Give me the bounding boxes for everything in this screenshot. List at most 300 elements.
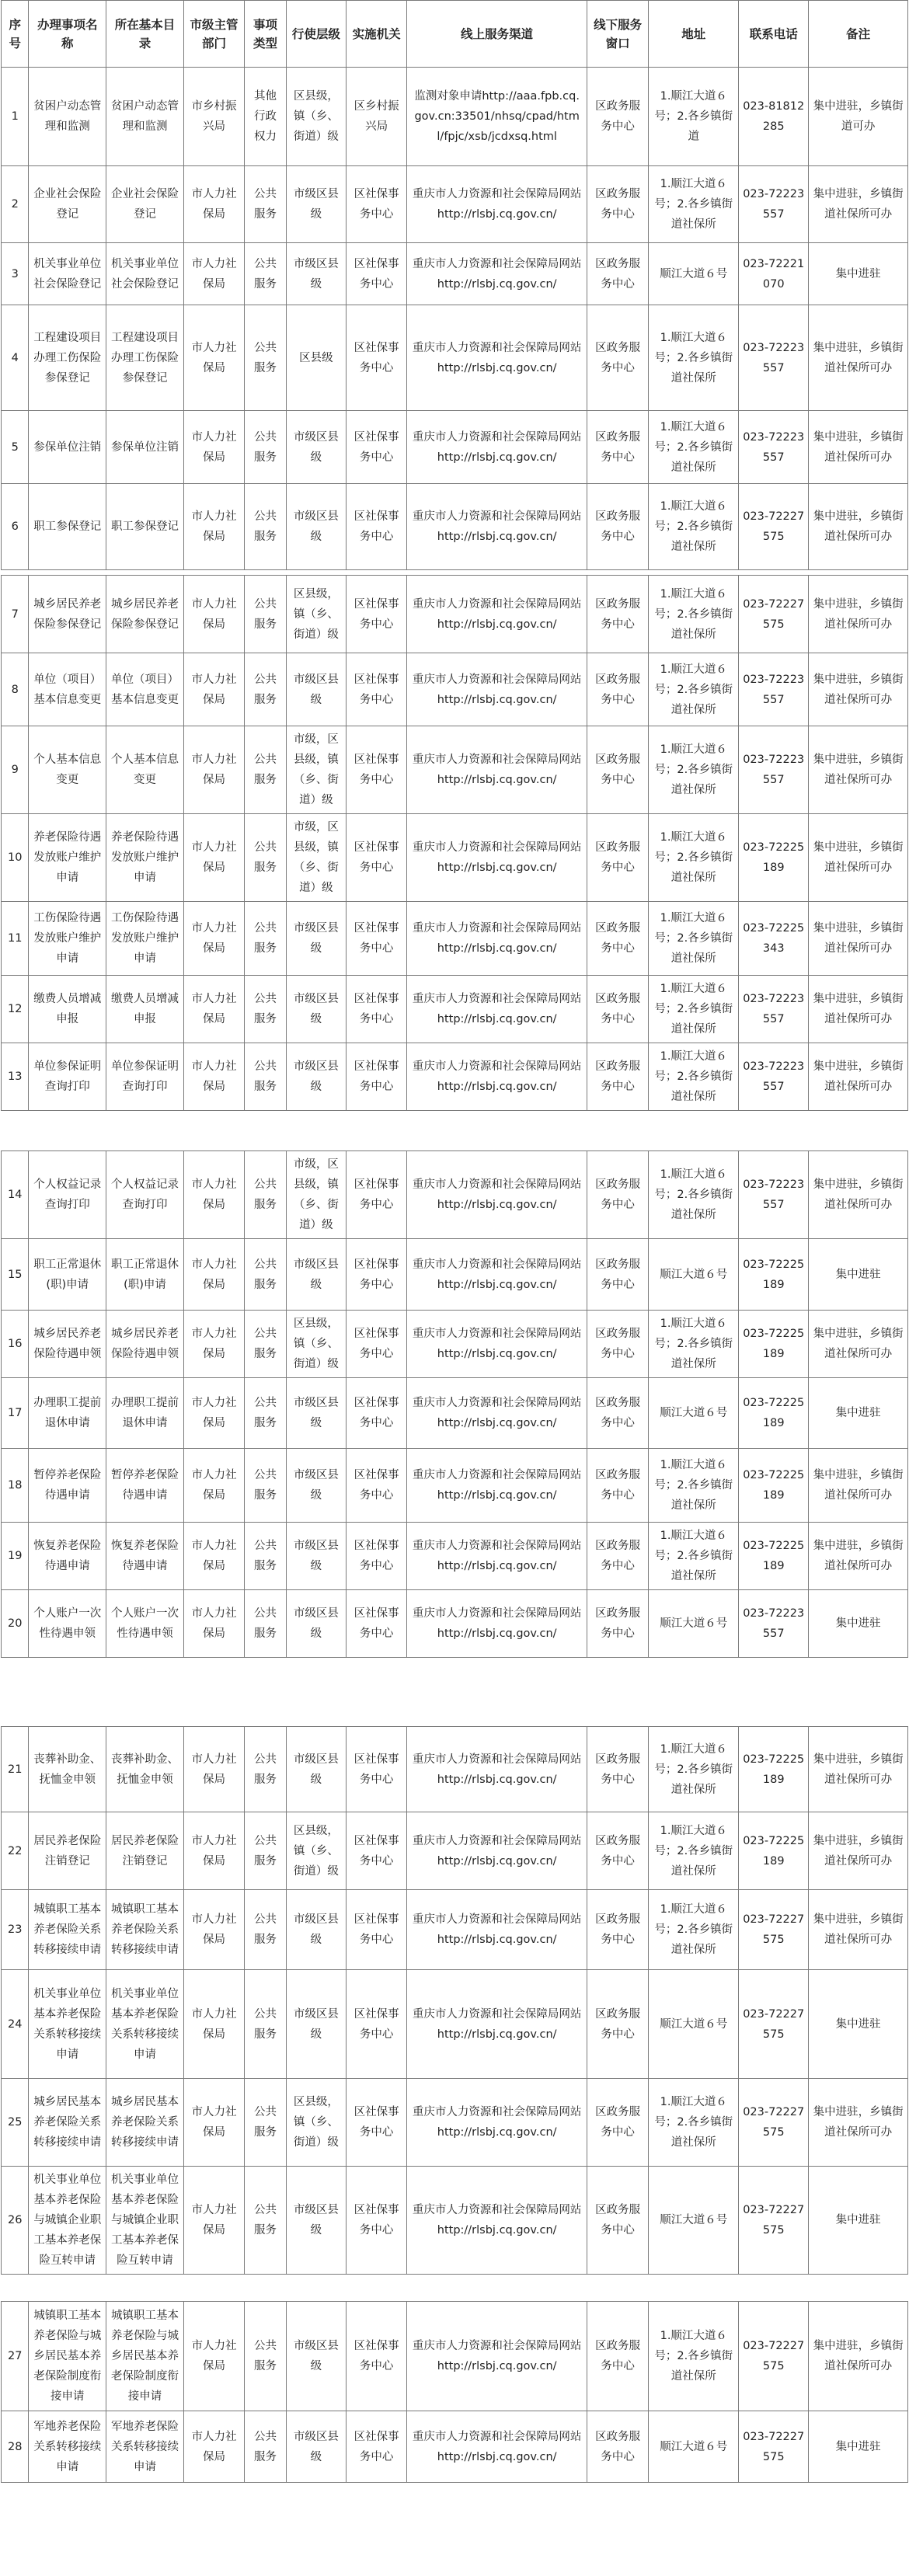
- cell-note: 集中进驻: [809, 1239, 908, 1311]
- cell-name: 职工参保登记: [29, 484, 106, 570]
- cell-online[interactable]: 重庆市人力资源和社会保障局网站 http://rlsbj.cq.gov.cn/: [407, 166, 587, 243]
- cell-name: 机关事业单位基本养老保险关系转移接续申请: [29, 1970, 106, 2079]
- cell-online[interactable]: 重庆市人力资源和社会保障局网站 http://rlsbj.cq.gov.cn/: [407, 976, 587, 1043]
- cell-agency: 区社保事务中心: [347, 902, 407, 976]
- cell-note: 集中进驻，乡镇街道社保所可办: [809, 1311, 908, 1378]
- cell-agency: 区社保事务中心: [347, 814, 407, 902]
- cell-type: 公共服务: [245, 814, 287, 902]
- cell-agency: 区社保事务中心: [347, 576, 407, 653]
- cell-catalog: 个人账户一次性待遇申领: [106, 1590, 184, 1658]
- table-row: [2, 1812, 908, 1890]
- cell-note: 集中进驻，乡镇街道社保所可办: [809, 2079, 908, 2167]
- cell-agency: 区社保事务中心: [347, 1043, 407, 1111]
- column-header-type: 事项类型: [245, 1, 287, 68]
- cell-agency: 区社保事务中心: [347, 2411, 407, 2483]
- cell-type: 公共服务: [245, 1378, 287, 1449]
- cell-seq: 23: [2, 1890, 29, 1970]
- cell-dept: 市人力社保局: [183, 166, 244, 243]
- cell-dept: 市乡村振兴局: [183, 68, 244, 166]
- cell-window: 区政务服务中心: [587, 1727, 649, 1812]
- cell-online[interactable]: 重庆市人力资源和社会保障局网站 http://rlsbj.cq.gov.cn/: [407, 243, 587, 305]
- table-row: [2, 1311, 908, 1378]
- cell-note: 集中进驻: [809, 243, 908, 305]
- cell-address: 1.顺江大道６号；2.各乡镇街道社保所: [649, 1311, 739, 1378]
- cell-phone: 023-72223557: [739, 1151, 809, 1239]
- cell-dept: 市人力社保局: [183, 484, 244, 570]
- cell-online[interactable]: 重庆市人力资源和社会保障局网站 http://rlsbj.cq.gov.cn/: [407, 1043, 587, 1111]
- cell-catalog: 城乡居民基本养老保险关系转移接续申请: [106, 2079, 184, 2167]
- cell-phone: 023-72223557: [739, 305, 809, 411]
- cell-catalog: 恢复养老保险待遇申请: [106, 1523, 184, 1590]
- cell-agency: 区社保事务中心: [347, 1378, 407, 1449]
- cell-address: 1.顺江大道６号；2.各乡镇街道社保所: [649, 411, 739, 484]
- cell-level: 市级区县级: [286, 2411, 346, 2483]
- cell-window: 区政务服务中心: [587, 1590, 649, 1658]
- cell-online[interactable]: 重庆市人力资源和社会保障局网站 http://rlsbj.cq.gov.cn/: [407, 411, 587, 484]
- cell-note: 集中进驻，乡镇街道社保所可办: [809, 1523, 908, 1590]
- cell-catalog: 工程建设项目办理工伤保险参保登记: [106, 305, 184, 411]
- cell-online[interactable]: 重庆市人力资源和社会保障局网站 http://rlsbj.cq.gov.cn/: [407, 1239, 587, 1311]
- cell-online[interactable]: 重庆市人力资源和社会保障局网站 http://rlsbj.cq.gov.cn/: [407, 653, 587, 726]
- cell-seq: 28: [2, 2411, 29, 2483]
- cell-dept: 市人力社保局: [183, 902, 244, 976]
- cell-seq: 15: [2, 1239, 29, 1311]
- cell-note: 集中进驻: [809, 2411, 908, 2483]
- cell-note: 集中进驻，乡镇街道社保所可办: [809, 411, 908, 484]
- table-row: [2, 1970, 908, 2079]
- cell-phone: 023-72225189: [739, 1449, 809, 1523]
- cell-catalog: 单位（项目）基本信息变更: [106, 653, 184, 726]
- cell-agency: 区社保事务中心: [347, 2167, 407, 2275]
- cell-name: 城乡居民养老保险参保登记: [29, 576, 106, 653]
- table-row: [2, 484, 908, 570]
- table-row: [2, 1890, 908, 1970]
- cell-name: 城镇职工基本养老保险与城乡居民基本养老保险制度衔接申请: [29, 2302, 106, 2411]
- cell-address: 1.顺江大道６号；2.各乡镇街道社保所: [649, 653, 739, 726]
- table-row: [2, 1449, 908, 1523]
- cell-agency: 区社保事务中心: [347, 1890, 407, 1970]
- table-row: [2, 1239, 908, 1311]
- cell-note: 集中进驻，乡镇街道社保所可办: [809, 1043, 908, 1111]
- table-row: [2, 653, 908, 726]
- cell-seq: 27: [2, 2302, 29, 2411]
- cell-note: 集中进驻: [809, 1970, 908, 2079]
- cell-dept: 市人力社保局: [183, 1890, 244, 1970]
- cell-level: 市级区县级: [286, 902, 346, 976]
- cell-level: 区县级，镇（乡、街道）级: [286, 576, 346, 653]
- cell-level: 区县级: [286, 305, 346, 411]
- cell-dept: 市人力社保局: [183, 305, 244, 411]
- cell-agency: 区社保事务中心: [347, 411, 407, 484]
- cell-seq: 10: [2, 814, 29, 902]
- cell-catalog: 个人权益记录查询打印: [106, 1151, 184, 1239]
- cell-seq: 13: [2, 1043, 29, 1111]
- cell-agency: 区社保事务中心: [347, 1727, 407, 1812]
- cell-phone: 023-72227575: [739, 2079, 809, 2167]
- cell-seq: 21: [2, 1727, 29, 1812]
- cell-level: 区县级，镇（乡、街道）级: [286, 1311, 346, 1378]
- cell-online[interactable]: 监测对象申请http://aaa.fpb.cq.gov.cn:33501/nhsq/cpad/html/fpjc/xsb/jcdxsq.html: [407, 68, 587, 166]
- cell-note: 集中进驻: [809, 1378, 908, 1449]
- cell-catalog: 机关事业单位社会保险登记: [106, 243, 184, 305]
- cell-dept: 市人力社保局: [183, 243, 244, 305]
- cell-phone: 023-72221070: [739, 243, 809, 305]
- table-row: [2, 1151, 908, 1239]
- table-row: [2, 902, 908, 976]
- cell-level: 市级区县级: [286, 484, 346, 570]
- table-row: [2, 1590, 908, 1658]
- cell-address: 1.顺江大道６号；2.各乡镇街道社保所: [649, 576, 739, 653]
- cell-catalog: 机关事业单位基本养老保险关系转移接续申请: [106, 1970, 184, 2079]
- cell-window: 区政务服务中心: [587, 1523, 649, 1590]
- cell-phone: 023-72225189: [739, 814, 809, 902]
- cell-catalog: 职工参保登记: [106, 484, 184, 570]
- cell-type: 公共服务: [245, 1812, 287, 1890]
- column-header-note: 备注: [809, 1, 908, 68]
- cell-name: 贫困户动态管理和监测: [29, 68, 106, 166]
- cell-dept: 市人力社保局: [183, 976, 244, 1043]
- cell-note: 集中进驻，乡镇街道社保所可办: [809, 976, 908, 1043]
- cell-dept: 市人力社保局: [183, 1239, 244, 1311]
- cell-window: 区政务服务中心: [587, 653, 649, 726]
- cell-dept: 市人力社保局: [183, 576, 244, 653]
- cell-note: 集中进驻，乡镇街道社保所可办: [809, 1151, 908, 1239]
- cell-catalog: 个人基本信息变更: [106, 726, 184, 814]
- cell-type: 公共服务: [245, 1239, 287, 1311]
- cell-phone: 023-72223557: [739, 726, 809, 814]
- cell-window: 区政务服务中心: [587, 902, 649, 976]
- cell-note: 集中进驻，乡镇街道社保所可办: [809, 305, 908, 411]
- cell-window: 区政务服务中心: [587, 814, 649, 902]
- cell-agency: 区社保事务中心: [347, 1151, 407, 1239]
- cell-address: 1.顺江大道６号；2.各乡镇街道社保所: [649, 976, 739, 1043]
- cell-agency: 区社保事务中心: [347, 976, 407, 1043]
- cell-note: 集中进驻，乡镇街道社保所可办: [809, 814, 908, 902]
- cell-address: 1.顺江大道６号；2.各乡镇街道社保所: [649, 2079, 739, 2167]
- cell-dept: 市人力社保局: [183, 1043, 244, 1111]
- cell-level: 区县级，镇（乡、街道）级: [286, 1812, 346, 1890]
- cell-dept: 市人力社保局: [183, 2167, 244, 2275]
- cell-type: 公共服务: [245, 902, 287, 976]
- cell-type: 公共服务: [245, 2302, 287, 2411]
- cell-window: 区政务服务中心: [587, 2079, 649, 2167]
- cell-online[interactable]: 重庆市人力资源和社会保障局网站 http://rlsbj.cq.gov.cn/: [407, 2411, 587, 2483]
- cell-catalog: 机关事业单位基本养老保险与城镇企业职工基本养老保险互转申请: [106, 2167, 184, 2275]
- cell-address: 1.顺江大道６号；2.各乡镇街道社保所: [649, 2302, 739, 2411]
- cell-level: 市级区县级: [286, 166, 346, 243]
- cell-address: 顺江大道６号: [649, 243, 739, 305]
- cell-online[interactable]: 重庆市人力资源和社会保障局网站 http://rlsbj.cq.gov.cn/: [407, 305, 587, 411]
- cell-type: 公共服务: [245, 166, 287, 243]
- cell-address: 1.顺江大道６号；2.各乡镇街道: [649, 68, 739, 166]
- cell-window: 区政务服务中心: [587, 726, 649, 814]
- cell-online[interactable]: 重庆市人力资源和社会保障局网站 http://rlsbj.cq.gov.cn/: [407, 1890, 587, 1970]
- cell-address: 顺江大道６号: [649, 2411, 739, 2483]
- cell-phone: 023-72223557: [739, 976, 809, 1043]
- cell-online[interactable]: 重庆市人力资源和社会保障局网站 http://rlsbj.cq.gov.cn/: [407, 576, 587, 653]
- cell-address: 1.顺江大道６号；2.各乡镇街道社保所: [649, 1727, 739, 1812]
- cell-seq: 25: [2, 2079, 29, 2167]
- cell-type: 公共服务: [245, 1523, 287, 1590]
- cell-type: 公共服务: [245, 1590, 287, 1658]
- cell-online[interactable]: 重庆市人力资源和社会保障局网站 http://rlsbj.cq.gov.cn/: [407, 1727, 587, 1812]
- cell-window: 区政务服务中心: [587, 1449, 649, 1523]
- cell-address: 1.顺江大道６号；2.各乡镇街道社保所: [649, 1151, 739, 1239]
- cell-agency: 区社保事务中心: [347, 2302, 407, 2411]
- cell-online[interactable]: 重庆市人力资源和社会保障局网站 http://rlsbj.cq.gov.cn/: [407, 1378, 587, 1449]
- column-header-seq: 序号: [2, 1, 29, 68]
- cell-level: 市级区县级: [286, 1523, 346, 1590]
- cell-phone: 023-81812285: [739, 68, 809, 166]
- cell-phone: 023-72225343: [739, 902, 809, 976]
- cell-level: 市级区县级: [286, 411, 346, 484]
- cell-name: 机关事业单位社会保险登记: [29, 243, 106, 305]
- cell-name: 缴费人员增减申报: [29, 976, 106, 1043]
- cell-address: 1.顺江大道６号；2.各乡镇街道社保所: [649, 1812, 739, 1890]
- cell-level: 市级，区县级，镇（乡、街道）级: [286, 1151, 346, 1239]
- cell-phone: 023-72225189: [739, 1311, 809, 1378]
- cell-name: 职工正常退休(职)申请: [29, 1239, 106, 1311]
- cell-window: 区政务服务中心: [587, 1970, 649, 2079]
- cell-address: 1.顺江大道６号；2.各乡镇街道社保所: [649, 1043, 739, 1111]
- cell-window: 区政务服务中心: [587, 1043, 649, 1111]
- table-segment: [1, 575, 908, 1111]
- cell-window: 区政务服务中心: [587, 2411, 649, 2483]
- cell-online[interactable]: 重庆市人力资源和社会保障局网站 http://rlsbj.cq.gov.cn/: [407, 1590, 587, 1658]
- cell-agency: 区社保事务中心: [347, 243, 407, 305]
- cell-type: 公共服务: [245, 576, 287, 653]
- cell-level: 市级区县级: [286, 2302, 346, 2411]
- cell-agency: 区社保事务中心: [347, 305, 407, 411]
- cell-phone: 023-72225189: [739, 1523, 809, 1590]
- cell-seq: 3: [2, 243, 29, 305]
- cell-type: 公共服务: [245, 1151, 287, 1239]
- cell-name: 城乡居民养老保险待遇申领: [29, 1311, 106, 1378]
- cell-name: 企业社会保险登记: [29, 166, 106, 243]
- table-segment: [1, 1150, 908, 1658]
- cell-catalog: 单位参保证明查询打印: [106, 1043, 184, 1111]
- table-row: [2, 1727, 908, 1812]
- cell-phone: 023-72223557: [739, 166, 809, 243]
- cell-agency: 区社保事务中心: [347, 653, 407, 726]
- cell-address: 顺江大道６号: [649, 1590, 739, 1658]
- cell-address: 顺江大道６号: [649, 2167, 739, 2275]
- cell-note: 集中进驻，乡镇街道社保所可办: [809, 484, 908, 570]
- table-row: [2, 726, 908, 814]
- cell-name: 参保单位注销: [29, 411, 106, 484]
- cell-phone: 023-72227575: [739, 2302, 809, 2411]
- cell-catalog: 养老保险待遇发放账户维护申请: [106, 814, 184, 902]
- cell-note: 集中进驻，乡镇街道社保所可办: [809, 2302, 908, 2411]
- cell-agency: 区社保事务中心: [347, 1970, 407, 2079]
- cell-dept: 市人力社保局: [183, 1970, 244, 2079]
- cell-window: 区政务服务中心: [587, 976, 649, 1043]
- cell-note: 集中进驻: [809, 1590, 908, 1658]
- cell-catalog: 城乡居民养老保险待遇申领: [106, 1311, 184, 1378]
- column-header-level: 行使层级: [286, 1, 346, 68]
- cell-name: 工程建设项目办理工伤保险参保登记: [29, 305, 106, 411]
- cell-online[interactable]: 重庆市人力资源和社会保障局网站 http://rlsbj.cq.gov.cn/: [407, 1311, 587, 1378]
- cell-online[interactable]: 重庆市人力资源和社会保障局网站 http://rlsbj.cq.gov.cn/: [407, 814, 587, 902]
- cell-name: 丧葬补助金、抚恤金申领: [29, 1727, 106, 1812]
- cell-dept: 市人力社保局: [183, 2411, 244, 2483]
- cell-window: 区政务服务中心: [587, 1890, 649, 1970]
- cell-level: 市级区县级: [286, 2167, 346, 2275]
- cell-type: 公共服务: [245, 1043, 287, 1111]
- cell-dept: 市人力社保局: [183, 726, 244, 814]
- cell-window: 区政务服务中心: [587, 2302, 649, 2411]
- cell-level: 市级区县级: [286, 1970, 346, 2079]
- cell-agency: 区社保事务中心: [347, 1311, 407, 1378]
- cell-seq: 11: [2, 902, 29, 976]
- cell-note: 集中进驻，乡镇街道社保所可办: [809, 166, 908, 243]
- cell-name: 单位参保证明查询打印: [29, 1043, 106, 1111]
- cell-window: 区政务服务中心: [587, 68, 649, 166]
- cell-online[interactable]: 重庆市人力资源和社会保障局网站 http://rlsbj.cq.gov.cn/: [407, 2167, 587, 2275]
- cell-level: 市级区县级: [286, 1890, 346, 1970]
- cell-online[interactable]: 重庆市人力资源和社会保障局网站 http://rlsbj.cq.gov.cn/: [407, 1970, 587, 2079]
- cell-type: 公共服务: [245, 2167, 287, 2275]
- cell-note: 集中进驻，乡镇街道社保所可办: [809, 1449, 908, 1523]
- cell-seq: 16: [2, 1311, 29, 1378]
- table-row: [2, 1043, 908, 1111]
- cell-address: 1.顺江大道６号；2.各乡镇街道社保所: [649, 814, 739, 902]
- cell-name: 军地养老保险关系转移接续申请: [29, 2411, 106, 2483]
- cell-type: 公共服务: [245, 2079, 287, 2167]
- column-header-address: 地址: [649, 1, 739, 68]
- cell-catalog: 暂停养老保险待遇申请: [106, 1449, 184, 1523]
- cell-type: 公共服务: [245, 2411, 287, 2483]
- cell-phone: 023-72223557: [739, 653, 809, 726]
- table-row: [2, 1523, 908, 1590]
- cell-dept: 市人力社保局: [183, 1523, 244, 1590]
- cell-dept: 市人力社保局: [183, 1590, 244, 1658]
- cell-online[interactable]: 重庆市人力资源和社会保障局网站 http://rlsbj.cq.gov.cn/: [407, 484, 587, 570]
- cell-name: 恢复养老保险待遇申请: [29, 1523, 106, 1590]
- cell-window: 区政务服务中心: [587, 166, 649, 243]
- cell-address: 1.顺江大道６号；2.各乡镇街道社保所: [649, 484, 739, 570]
- cell-dept: 市人力社保局: [183, 1378, 244, 1449]
- cell-level: 市级，区县级，镇（乡、街道）级: [286, 814, 346, 902]
- cell-type: 公共服务: [245, 411, 287, 484]
- cell-window: 区政务服务中心: [587, 243, 649, 305]
- cell-note: 集中进驻，乡镇街道社保所可办: [809, 1812, 908, 1890]
- cell-note: 集中进驻，乡镇街道社保所可办: [809, 1890, 908, 1970]
- cell-agency: 区社保事务中心: [347, 1812, 407, 1890]
- cell-catalog: 城镇职工基本养老保险与城乡居民基本养老保险制度衔接申请: [106, 2302, 184, 2411]
- cell-online[interactable]: 重庆市人力资源和社会保障局网站 http://rlsbj.cq.gov.cn/: [407, 1449, 587, 1523]
- cell-agency: 区社保事务中心: [347, 484, 407, 570]
- cell-level: 市级区县级: [286, 243, 346, 305]
- cell-dept: 市人力社保局: [183, 2302, 244, 2411]
- cell-seq: 24: [2, 1970, 29, 2079]
- cell-phone: 023-72223557: [739, 1590, 809, 1658]
- cell-seq: 8: [2, 653, 29, 726]
- cell-agency: 区社保事务中心: [347, 1523, 407, 1590]
- cell-window: 区政务服务中心: [587, 484, 649, 570]
- cell-address: 1.顺江大道６号；2.各乡镇街道社保所: [649, 166, 739, 243]
- cell-seq: 18: [2, 1449, 29, 1523]
- cell-note: 集中进驻，乡镇街道社保所可办: [809, 726, 908, 814]
- cell-address: 1.顺江大道６号；2.各乡镇街道社保所: [649, 902, 739, 976]
- cell-type: 其他行政权力: [245, 68, 287, 166]
- cell-agency: 区乡村振兴局: [347, 68, 407, 166]
- cell-phone: 023-72227575: [739, 484, 809, 570]
- column-header-online: 线上服务渠道: [407, 1, 587, 68]
- cell-online[interactable]: 重庆市人力资源和社会保障局网站 http://rlsbj.cq.gov.cn/: [407, 2302, 587, 2411]
- cell-catalog: 参保单位注销: [106, 411, 184, 484]
- cell-note: 集中进驻: [809, 2167, 908, 2275]
- cell-level: 市级区县级: [286, 976, 346, 1043]
- cell-note: 集中进驻，乡镇街道社保所可办: [809, 653, 908, 726]
- table-header: [1, 0, 908, 68]
- cell-name: 办理职工提前退休申请: [29, 1378, 106, 1449]
- cell-level: 市级区县级: [286, 1590, 346, 1658]
- cell-address: 顺江大道６号: [649, 1378, 739, 1449]
- cell-level: 市级区县级: [286, 653, 346, 726]
- table-row: [2, 68, 908, 166]
- table-row: [2, 411, 908, 484]
- table-row: [2, 1378, 908, 1449]
- cell-type: 公共服务: [245, 484, 287, 570]
- cell-seq: 4: [2, 305, 29, 411]
- cell-note: 集中进驻，乡镇街道社保所可办: [809, 576, 908, 653]
- cell-window: 区政务服务中心: [587, 1378, 649, 1449]
- cell-agency: 区社保事务中心: [347, 726, 407, 814]
- cell-online[interactable]: 重庆市人力资源和社会保障局网站 http://rlsbj.cq.gov.cn/: [407, 1151, 587, 1239]
- table-segment: [1, 67, 908, 570]
- cell-name: 养老保险待遇发放账户维护申请: [29, 814, 106, 902]
- cell-catalog: 职工正常退休(职)申请: [106, 1239, 184, 1311]
- cell-address: 1.顺江大道６号；2.各乡镇街道社保所: [649, 1890, 739, 1970]
- cell-seq: 22: [2, 1812, 29, 1890]
- column-header-agency: 实施机关: [347, 1, 407, 68]
- cell-note: 集中进驻，乡镇街道社保所可办: [809, 902, 908, 976]
- cell-phone: 023-72227575: [739, 1970, 809, 2079]
- cell-agency: 区社保事务中心: [347, 1449, 407, 1523]
- cell-address: 1.顺江大道６号；2.各乡镇街道社保所: [649, 1523, 739, 1590]
- cell-window: 区政务服务中心: [587, 2167, 649, 2275]
- cell-catalog: 居民养老保险注销登记: [106, 1812, 184, 1890]
- table-row: [2, 576, 908, 653]
- table-row: [2, 305, 908, 411]
- cell-window: 区政务服务中心: [587, 1151, 649, 1239]
- table-row: [2, 976, 908, 1043]
- cell-name: 个人账户一次性待遇申领: [29, 1590, 106, 1658]
- cell-online[interactable]: 重庆市人力资源和社会保障局网站 http://rlsbj.cq.gov.cn/: [407, 2079, 587, 2167]
- cell-window: 区政务服务中心: [587, 576, 649, 653]
- cell-online[interactable]: 重庆市人力资源和社会保障局网站 http://rlsbj.cq.gov.cn/: [407, 726, 587, 814]
- cell-catalog: 工伤保险待遇发放账户维护申请: [106, 902, 184, 976]
- cell-catalog: 办理职工提前退休申请: [106, 1378, 184, 1449]
- cell-name: 暂停养老保险待遇申请: [29, 1449, 106, 1523]
- cell-seq: 6: [2, 484, 29, 570]
- cell-address: 1.顺江大道６号；2.各乡镇街道社保所: [649, 726, 739, 814]
- cell-dept: 市人力社保局: [183, 814, 244, 902]
- column-header-name: 办理事项名称: [29, 1, 106, 68]
- column-header-dept: 市级主管部门: [183, 1, 244, 68]
- cell-online[interactable]: 重庆市人力资源和社会保障局网站 http://rlsbj.cq.gov.cn/: [407, 1523, 587, 1590]
- cell-online[interactable]: 重庆市人力资源和社会保障局网站 http://rlsbj.cq.gov.cn/: [407, 1812, 587, 1890]
- cell-type: 公共服务: [245, 305, 287, 411]
- cell-name: 城乡居民基本养老保险关系转移接续申请: [29, 2079, 106, 2167]
- table-row: [2, 814, 908, 902]
- cell-address: 顺江大道６号: [649, 1970, 739, 2079]
- cell-name: 城镇职工基本养老保险关系转移接续申请: [29, 1890, 106, 1970]
- cell-seq: 19: [2, 1523, 29, 1590]
- cell-online[interactable]: 重庆市人力资源和社会保障局网站 http://rlsbj.cq.gov.cn/: [407, 902, 587, 976]
- cell-type: 公共服务: [245, 1449, 287, 1523]
